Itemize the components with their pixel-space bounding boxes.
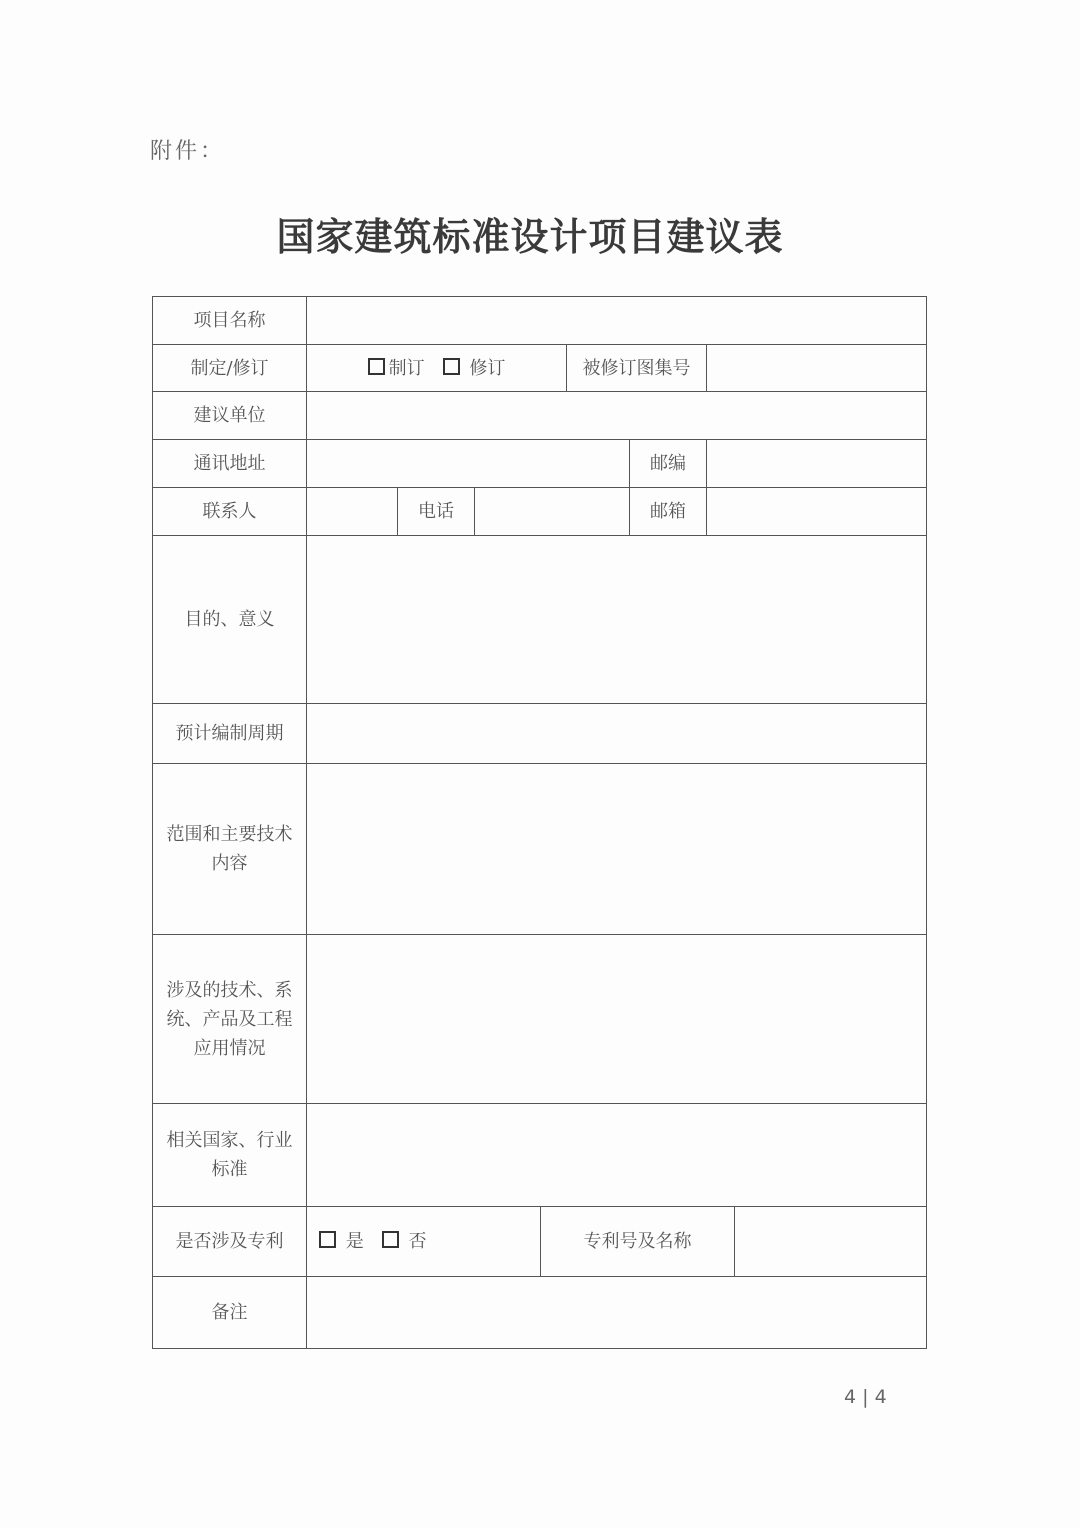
- label-project-name: 项目名称: [153, 297, 307, 345]
- proposal-form: [152, 296, 927, 1349]
- address-field[interactable]: [307, 440, 630, 488]
- checkbox-icon: [319, 1231, 336, 1248]
- label-scope: [153, 764, 307, 935]
- page-number: 4 | 4: [844, 1386, 887, 1408]
- label-technology: [153, 935, 307, 1104]
- checkbox-patent-yes-label: 是: [345, 1231, 364, 1252]
- label-scope-line2: 内容: [211, 853, 248, 874]
- technology-field[interactable]: [307, 935, 927, 1104]
- patent-options: [307, 1207, 541, 1277]
- label-scope-line1: 范围和主要技术: [166, 824, 293, 845]
- checkbox-formulate-label: 制订: [388, 357, 425, 379]
- label-standards-line1: 相关国家、行业: [166, 1130, 293, 1151]
- label-technology-line1: 涉及的技术、系: [166, 979, 293, 1001]
- checkbox-icon: [443, 358, 460, 375]
- label-email: 邮箱: [630, 488, 707, 536]
- email-field[interactable]: [707, 488, 927, 536]
- label-standards: [153, 1104, 307, 1207]
- checkbox-patent-no[interactable]: [382, 1227, 427, 1256]
- checkbox-revise[interactable]: [443, 354, 506, 383]
- label-postcode: 邮编: [630, 440, 707, 488]
- checkbox-patent-yes[interactable]: [319, 1227, 364, 1256]
- phone-field[interactable]: [475, 488, 630, 536]
- label-period: 预计编制周期: [153, 704, 307, 764]
- proposing-unit-field[interactable]: [307, 392, 927, 440]
- page-title: 国家建筑标准设计项目建议表: [276, 214, 784, 259]
- purpose-field[interactable]: [307, 536, 927, 704]
- remarks-field[interactable]: [307, 1277, 927, 1349]
- label-contact: 联系人: [153, 488, 307, 536]
- checkbox-icon: [382, 1231, 399, 1248]
- project-name-field[interactable]: [307, 297, 927, 345]
- period-field[interactable]: [307, 704, 927, 764]
- label-remarks: 备注: [153, 1277, 307, 1349]
- contact-field[interactable]: [307, 488, 398, 536]
- patent-name-field[interactable]: [735, 1207, 927, 1277]
- label-proposing-unit: 建议单位: [153, 392, 307, 440]
- attachment-label: 附件：: [150, 139, 226, 164]
- label-technology-line3: 应用情况: [193, 1037, 266, 1059]
- label-technology-line2: 统、产品及工程: [166, 1008, 293, 1030]
- label-standards-line2: 标准: [211, 1159, 248, 1180]
- checkbox-icon: [368, 358, 385, 375]
- checkbox-patent-no-label: 否: [408, 1231, 427, 1252]
- checkbox-revise-label: 修订: [469, 357, 506, 379]
- label-phone: 电话: [398, 488, 475, 536]
- checkbox-formulate[interactable]: [368, 354, 425, 383]
- standards-field[interactable]: [307, 1104, 927, 1207]
- label-type: 制定/修订: [153, 345, 307, 392]
- label-revised-atlas-no: 被修订图集号: [567, 345, 707, 392]
- label-patent-name: 专利号及名称: [541, 1207, 735, 1277]
- revised-atlas-no-field[interactable]: [707, 345, 927, 392]
- type-options: [307, 345, 567, 392]
- label-address: 通讯地址: [153, 440, 307, 488]
- label-patent: 是否涉及专利: [153, 1207, 307, 1277]
- label-purpose: 目的、意义: [153, 536, 307, 704]
- postcode-field[interactable]: [707, 440, 927, 488]
- scope-field[interactable]: [307, 764, 927, 935]
